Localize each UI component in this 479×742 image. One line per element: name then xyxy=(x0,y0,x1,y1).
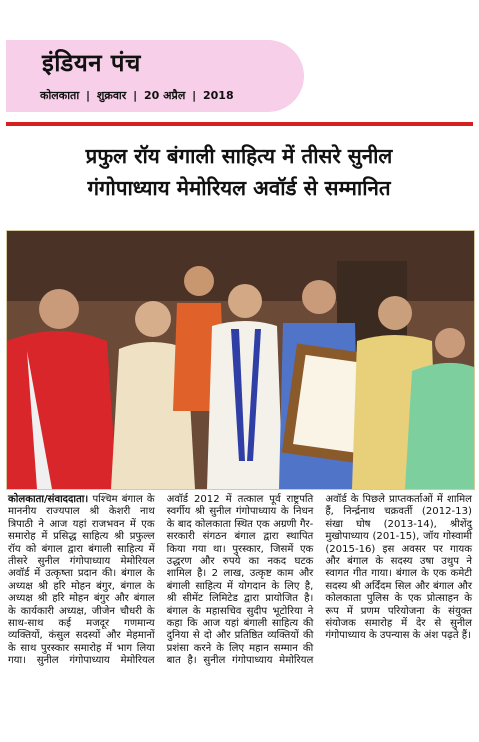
masthead-city: कोलकाता xyxy=(40,89,80,102)
masthead-dateline xyxy=(40,88,234,103)
newspaper-name: इंडियन पंच xyxy=(42,49,141,77)
article-paragraph: पश्चिम बंगाल के माननीय राज्यपाल श्री केशरी नाथ त्रिपाठी ने आज यहां राजभवन में एक समारोह में प्रसिद्ध साहित्य श्री प्रफुल्ल रॉय को बंगाल द्वारा बंगाली साहित्य में तीसरे सुनील गंगोपाध्याय मेमोरियल अवॉर्ड में उत्कृष्ता प्रदान की। बंगाल के अध्यक्ष श्री हरि मोहन बंगुर, बंगाल के अध्यक्ष श्री हरि मोहन बंगुर और बंगाल के कार्यकारी अध्यक्ष, जीजेन चौधरी के साथ-साथ कई मजदूर गणमान्य व्यक्तियों, कंसुल सदस्यों और मेहमानों के साथ पुरस्कार समारोह में भाग लिया गया। सुनील गंगोपाध्याय मेमोरियल अवॉर्ड 2012 में तत्काल पूर्व राष्ट्रपति स्वर्गीय श्री सुनील गंगोपाध्याय के निधन के बाद कोलकाता स्थित एक अग्रणी गैर-सरकारी संगठन बंगाल द्वारा स्थापित किया गया था। पुरस्कार, जिसमें एक उद्धरण और रुपये का नकद घटक शामिल है। 2 लाख, उत्कृष्ट काम और बंगाली साहित्य में योगदान के लिए है, श्री सीमेंट लिमिटेड द्वारा प्रायोजित है। बंगाल के महासचिव सुदीप भूटोरिया ने कहा कि आज यहां बंगाली साहित्य की दुनिया से दो और प्रतिष्ठित व्यक्तियों की प्रशंसा करने के लिए महान सम्मान की बात है। सुनील गंगोपाध्याय मेमोरियल अवॉर्ड के पिछले प्राप्तकर्ताओं में शामिल हैं, निर्न्द्रनाथ चक्रवर्ती (2012-13) संखा घोष (2013-14), श्रीशेंदु मुखोपाध्याय (201-15), जॉय गोस्वामी (2015-16) इस अवसर पर गायक और बंगाल के सदस्य उषा उथुप ने स्वागत गीत गाया। बंगाल के एक कमेटी सदस्य श्री अर्दिंदम सिल और बंगाल और कोलकाता पुलिस के एक प्रोत्साहन के रूप में प्रणम परियोजना के संयुक्त संयोजक समारोह में देर से सुनील गंगोपाध्याय के उपन्यास के अंश पढ़ते हैं। xyxy=(8,494,472,667)
masthead-date: 20 अप्रैल xyxy=(144,89,186,102)
masthead-year: 2018 xyxy=(203,89,234,102)
masthead-separator: | xyxy=(133,89,138,102)
masthead-separator: | xyxy=(86,89,91,102)
article-body xyxy=(8,494,472,738)
red-divider xyxy=(6,122,473,126)
article-dateline: कोलकाता/संवाददाता। xyxy=(8,494,89,505)
headline-line-1: प्रफुल रॉय बंगाली साहित्य में तीसरे सुनील xyxy=(85,144,393,168)
award-ceremony-photo xyxy=(6,230,475,490)
headline-line-2: गंगोपाध्याय मेमोरियल अवॉर्ड से सम्मानित xyxy=(87,176,391,200)
masthead xyxy=(6,40,304,112)
masthead-day: शुक्रवार xyxy=(96,89,127,102)
masthead-separator: | xyxy=(192,89,197,102)
article-text xyxy=(8,494,472,668)
headline xyxy=(8,140,470,204)
photo-illustration xyxy=(7,231,474,489)
